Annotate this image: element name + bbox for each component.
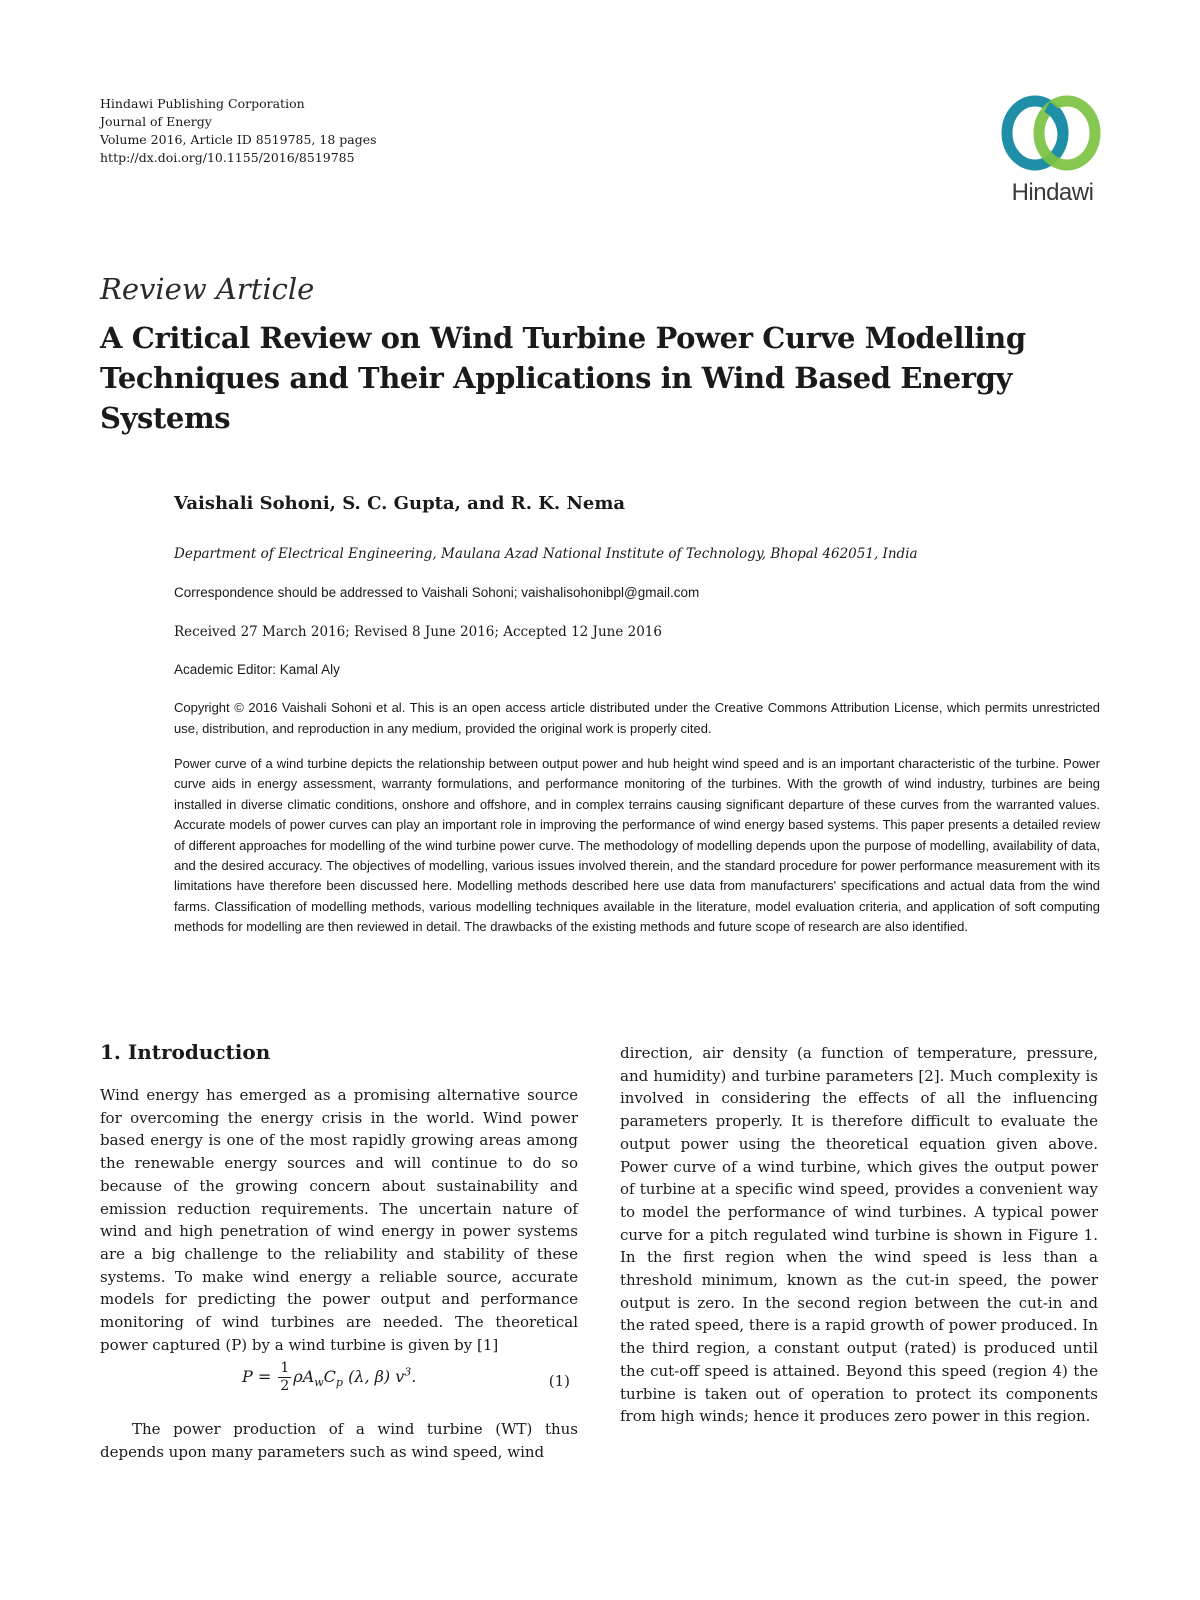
paragraph-text: Wind energy has emerged as a promising alternative source for overcoming the energy crisis in the world. Wind power based energy is one of the most rapidly growing areas among the renewable energy sources and will continue to do so because of the growing concern about sustainability and emission reduction requirements. The uncertain nature of wind and high penetration of wind energy in power systems are a big challenge to the reliability and stability of these systems. To make wind energy a reliable source, accurate models for predicting the power output and performance monitoring of wind turbines are needed. The theoretical power captured (P) by a wind turbine is given by [1] xyxy=(100,1086,578,1354)
affiliation: Department of Electrical Engineering, Maulana Azad National Institute of Technology, Bhopal 462051, India xyxy=(174,546,918,562)
section-heading: 1. Introduction xyxy=(100,1040,271,1064)
equation-fraction xyxy=(278,1360,291,1395)
publisher-name: Hindawi Publishing Corporation xyxy=(100,96,305,111)
superscript-3: 3 xyxy=(404,1365,412,1379)
equation-rho-area: ρA xyxy=(293,1367,315,1386)
paragraph-text: direction, air density (a function of temperature, pressure, and humidity) and turbine parameters [2]. Much complexity is involved in considering the effects of all the influencing parameters properly. It is therefore difficult to evaluate the output power using the theoretical equation given above. Power curve of a wind turbine, which gives the output power of turbine at a specific wind speed, provides a convenient way to model the performance of wind turbines. A typical power curve for a pitch regulated wind turbine is shown in Figure 1. In the first region when the wind speed is less than a threshold minimum, known as the cut-in speed, the power output is zero. In the second region between the cut-in and the rated speed, there is a rapid growth of power produced. In the third region, a constant output (rated) is produced until the cut-off speed is attained. Beyond this speed (region 4) the turbine is taken out of operation to protect its components from high winds; hence it produces zero power in this region. xyxy=(620,1044,1098,1426)
article-type: Review Article xyxy=(100,272,315,306)
intro-paragraph-2 xyxy=(100,1418,578,1463)
copyright-notice: Copyright © 2016 Vaishali Sohoni et al. This is an open access article distributed under the Creative Commons Attribution License, which permits unrestricted use, distribution, and reproduction in any medium, provided the original work is properly cited. xyxy=(174,700,1100,736)
article-title: A Critical Review on Wind Turbine Power Curve Modelling Techniques and Their Applications in Wind Based Energy Systems xyxy=(100,321,1026,435)
correspondence: Correspondence should be addressed to Vaishali Sohoni; vaishalisohonibpl@gmail.com xyxy=(174,585,700,600)
subscript-p: p xyxy=(335,1376,343,1390)
volume-line: Volume 2016, Article ID 8519785, 18 pages xyxy=(100,132,377,147)
subscript-w: w xyxy=(314,1376,324,1390)
paragraph-text: The power production of a wind turbine (WT) thus depends upon many parameters such as wind speed, wind xyxy=(100,1420,578,1461)
fraction-denominator: 2 xyxy=(280,1378,290,1394)
equation-end: . xyxy=(411,1367,417,1386)
equation-number: (1) xyxy=(548,1372,570,1390)
equation-args: (λ, β) v xyxy=(348,1367,405,1386)
intro-paragraph-1 xyxy=(100,1084,578,1356)
journal-name: Journal of Energy xyxy=(100,114,212,129)
equation-1 xyxy=(100,1360,578,1406)
intro-right-column xyxy=(620,1042,1098,1428)
equation-cp: C xyxy=(323,1367,336,1386)
equation-lhs: P = xyxy=(242,1367,272,1386)
academic-editor: Academic Editor: Kamal Aly xyxy=(174,662,340,677)
author-list: Vaishali Sohoni, S. C. Gupta, and R. K. Nema xyxy=(174,493,626,514)
hindawi-rings-icon xyxy=(995,95,1110,179)
fraction-numerator: 1 xyxy=(280,1360,290,1376)
doi-link[interactable]: http://dx.doi.org/10.1155/2016/8519785 xyxy=(100,150,355,165)
equation-body xyxy=(242,1360,416,1395)
hindawi-wordmark: Hindawi xyxy=(1011,179,1094,206)
journal-header xyxy=(100,95,377,167)
article-dates: Received 27 March 2016; Revised 8 June 2016; Accepted 12 June 2016 xyxy=(174,624,662,640)
hindawi-logo xyxy=(995,95,1110,210)
abstract: Power curve of a wind turbine depicts the relationship between output power and hub height wind speed and is an important characteristic of the turbine. Power curve aids in energy assessment, warranty formulations, and performance monitoring of the turbines. With the growth of wind industry, turbines are being installed in diverse climatic conditions, onshore and offshore, and in complex terrains causing significant departure of these curves from the warranted values. Accurate models of power curves can play an important role in improving the performance of wind energy based systems. This paper presents a detailed review of different approaches for modelling of the wind turbine power curve. The methodology of modelling depends upon the purpose of modelling, availability of data, and the desired accuracy. The objectives of modelling, various issues involved therein, and the standard procedure for power performance measurement with its limitations have therefore been discussed here. Modelling methods described here use data from manufacturers' specifications and actual data from the wind farms. Classification of modelling methods, various modelling techniques available in the literature, model evaluation criteria, and application of soft computing methods for modelling are then reviewed in detail. The drawbacks of the existing methods and future scope of research are also identified. xyxy=(174,756,1100,935)
